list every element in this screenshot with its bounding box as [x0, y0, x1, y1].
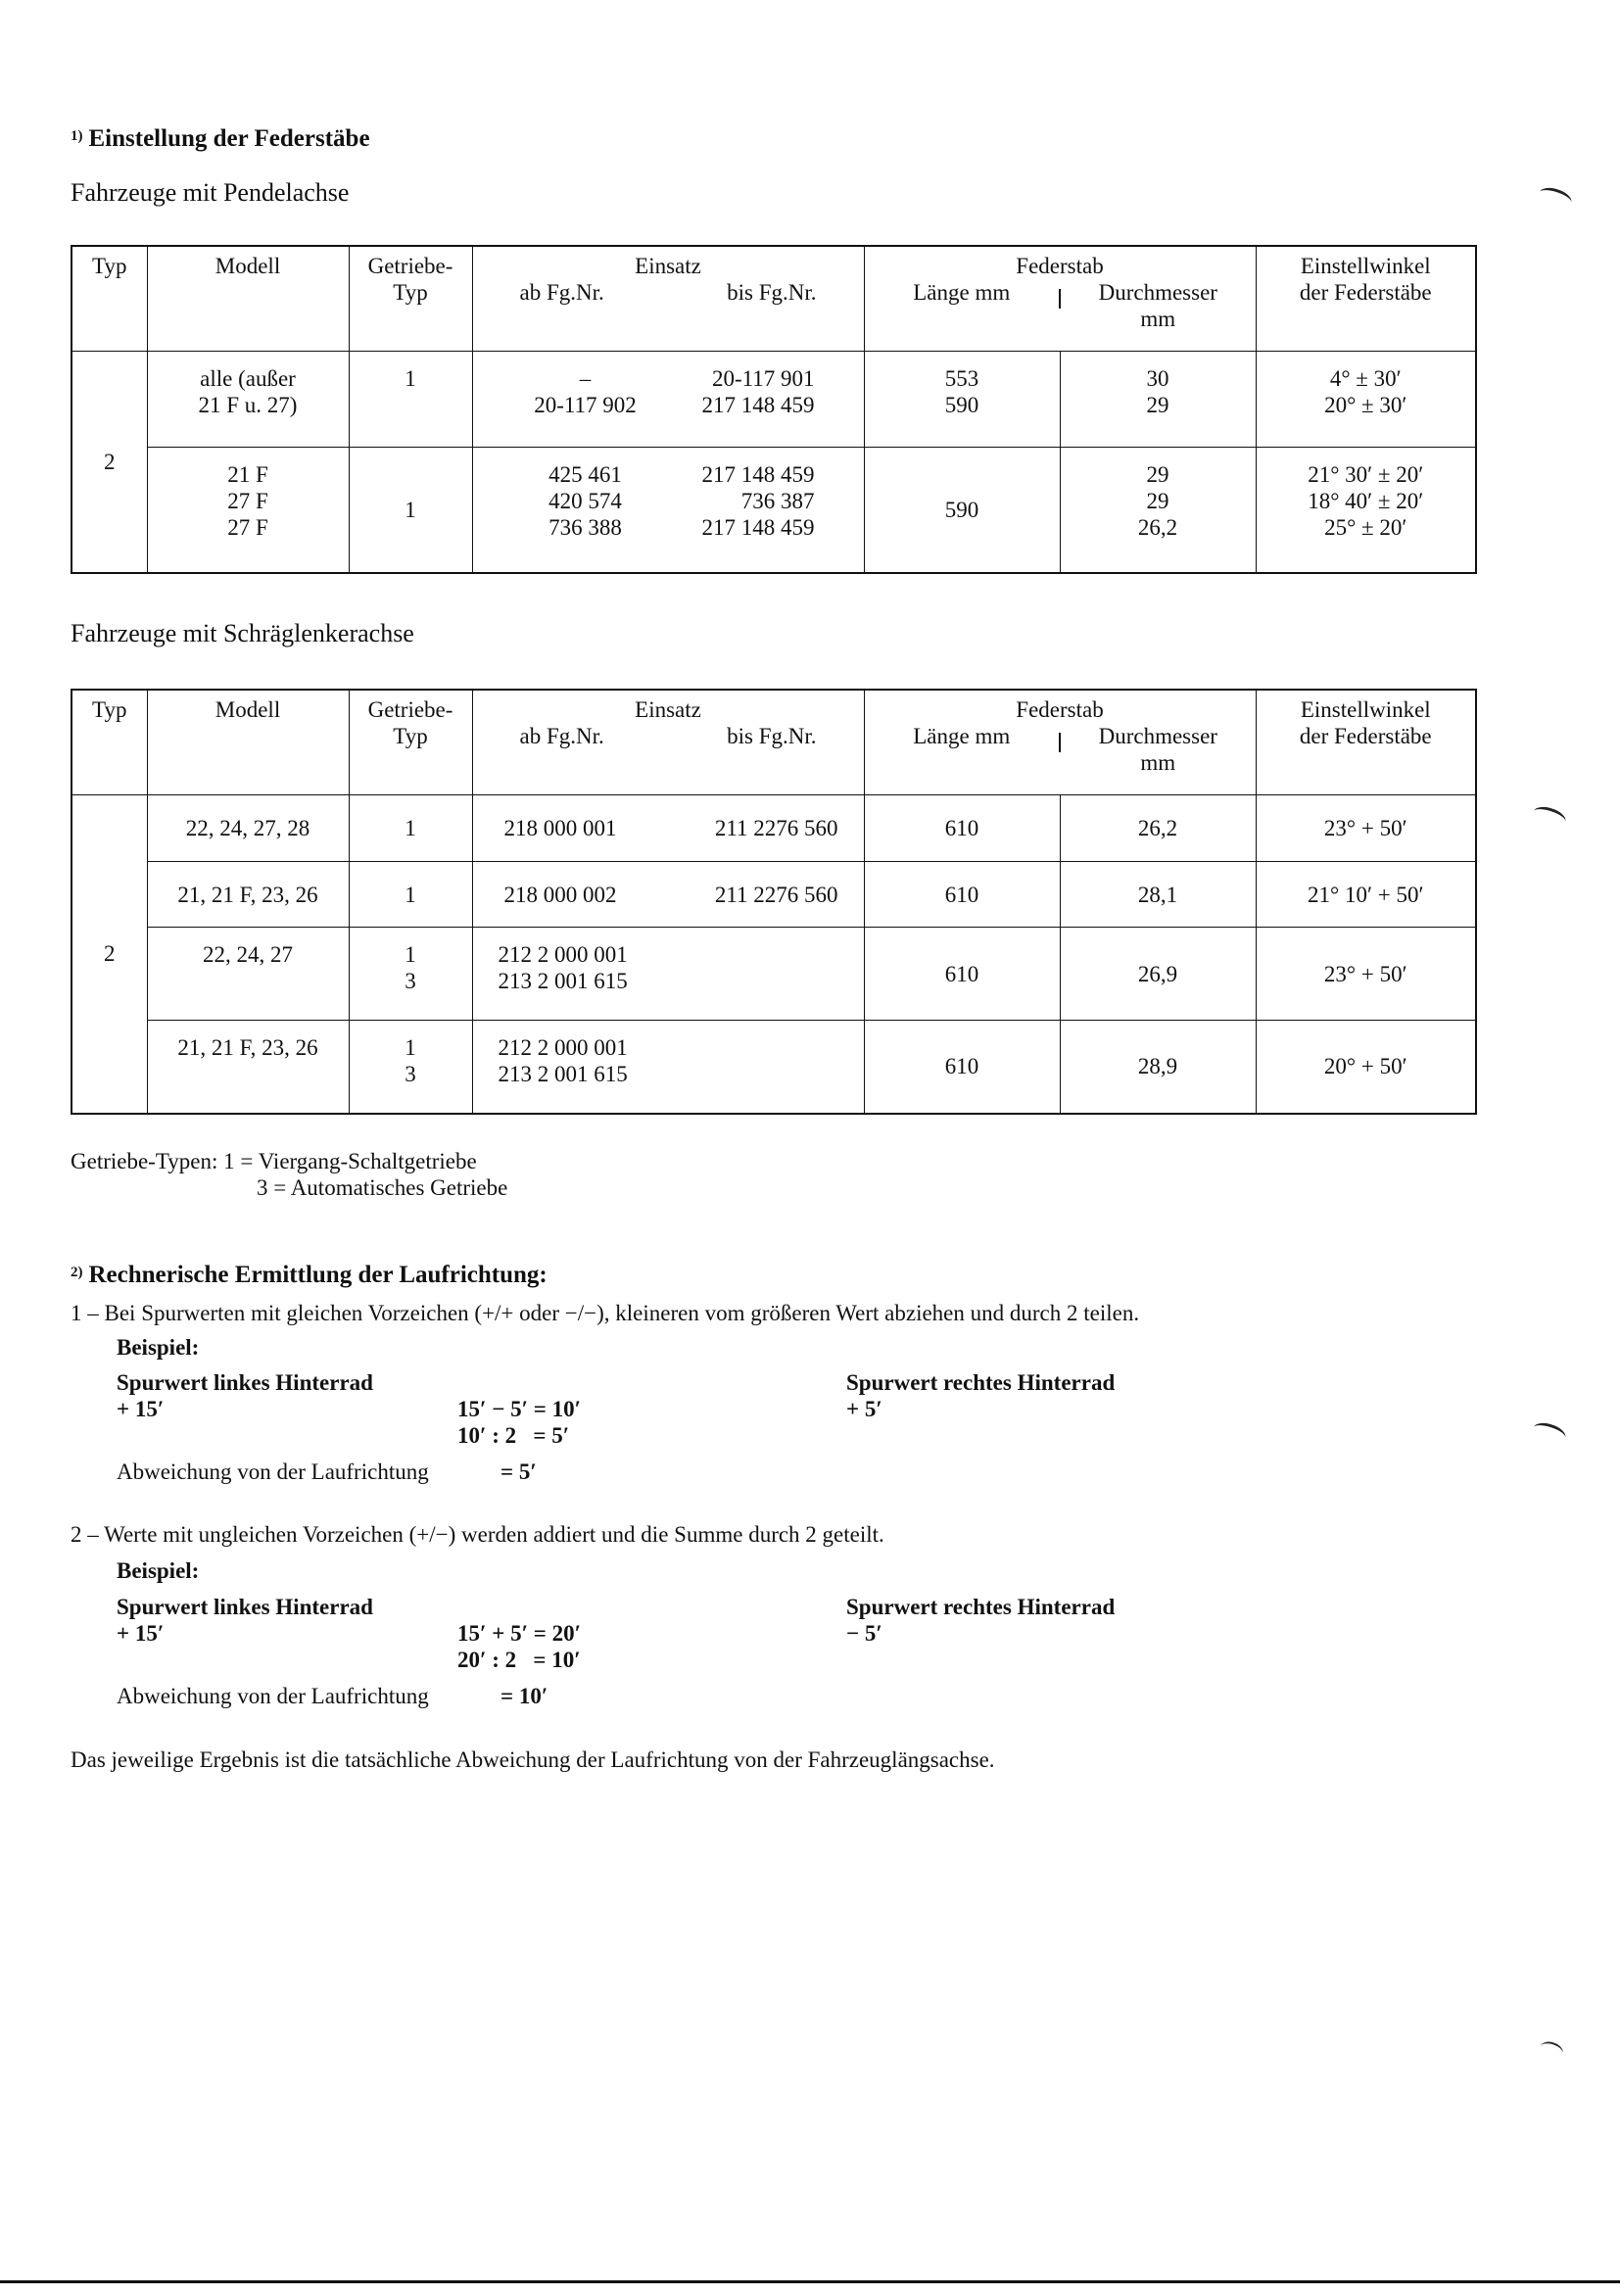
table-header-row	[71, 690, 1476, 795]
rule-text: Bei Spurwerten mit gleichen Vorzeichen (+/+ oder −/−), kleineren vom größeren Wert abziehen und durch 2 teilen.	[104, 1301, 1140, 1325]
durchmesser-cell: 28,1	[1060, 862, 1256, 928]
laenge-cell: 610	[864, 928, 1060, 1021]
einsatz-cell: 212 2 000 001 213 2 001 615	[472, 928, 864, 1021]
page-bottom-rule	[0, 2280, 1620, 2283]
margin-mark-icon	[1537, 184, 1574, 211]
schraeglenkerachse-table	[71, 689, 1477, 1115]
modell-cell: alle (außer 21 F u. 27)	[147, 352, 349, 448]
margin-mark-icon	[1538, 2039, 1565, 2062]
getriebe-cell: 1 3	[349, 1021, 472, 1114]
laenge-cell: 610	[864, 862, 1060, 928]
modell-cell: 22, 24, 27	[147, 928, 349, 1021]
laenge-cell: 610	[864, 1021, 1060, 1114]
winkel-cell: 4° ± 30′ 20° ± 30′	[1256, 352, 1476, 448]
einsatz-cell: 218 000 002 211 2276 560	[472, 862, 864, 928]
section1-title: Einstellung der Federstäbe	[88, 125, 370, 152]
table-header-row	[71, 246, 1476, 352]
header-federstab: Federstab Länge mm Durchmesser mm	[864, 690, 1256, 795]
laenge-cell: 610	[864, 795, 1060, 862]
header-einsatz: Einsatz ab Fg.Nr. bis Fg.Nr.	[472, 246, 864, 352]
laenge-cell: 553 590	[864, 352, 1060, 448]
legend-label: Getriebe-Typen:	[71, 1149, 218, 1173]
legend-item-1: 1 = Viergang-Schaltgetriebe	[223, 1149, 477, 1173]
right-wheel-value: − 5′	[846, 1621, 882, 1646]
header-getriebe: Getriebe- Typ	[349, 690, 472, 795]
calculation-step-1: 15′ + 5′ = 20′	[457, 1621, 582, 1646]
deviation-label: Abweichung von der Laufrichtung	[117, 1459, 429, 1484]
left-wheel-label: Spurwert linkes Hinterrad	[117, 1370, 373, 1395]
rule-2	[71, 1521, 1540, 1548]
header-einstellwinkel: Einstellwinkel der Federstäbe	[1256, 690, 1476, 795]
winkel-cell: 21° 10′ + 50′	[1256, 862, 1476, 928]
left-wheel-value: + 15′	[117, 1621, 165, 1646]
legend-item-2: 3 = Automatisches Getriebe	[257, 1175, 508, 1200]
durchmesser-cell: 30 29	[1060, 352, 1256, 448]
durchmesser-cell: 29 29 26,2	[1060, 448, 1256, 573]
rule-text: Werte mit ungleichen Vorzeichen (+/−) werden addiert und die Summe durch 2 geteilt.	[104, 1522, 884, 1547]
left-wheel-label: Spurwert linkes Hinterrad	[117, 1595, 373, 1619]
header-typ: Typ	[71, 246, 147, 352]
margin-mark-icon	[1531, 1419, 1568, 1446]
header-modell: Modell	[147, 246, 349, 352]
durchmesser-cell: 26,9	[1060, 928, 1256, 1021]
einsatz-cell: – 20-117 902 20-117 901 217 148 459	[472, 352, 864, 448]
section2-heading	[71, 1262, 548, 1289]
header-federstab: Federstab Länge mm Durchmesser mm	[864, 246, 1256, 352]
deviation-label: Abweichung von der Laufrichtung	[117, 1684, 429, 1708]
header-einsatz: Einsatz ab Fg.Nr. bis Fg.Nr.	[472, 690, 864, 795]
calculation-step-2: 10′ : 2 = 5′	[457, 1423, 570, 1448]
getriebe-cell: 1	[349, 352, 472, 448]
table-row	[71, 795, 1476, 862]
table2-caption: Fahrzeuge mit Schräglenkerachse	[71, 619, 414, 647]
table-row	[71, 862, 1476, 928]
rule-1	[71, 1300, 1540, 1326]
getriebe-cell: 1	[349, 795, 472, 862]
winkel-cell: 23° + 50′	[1256, 795, 1476, 862]
table-row	[71, 928, 1476, 1021]
getriebe-cell: 1 3	[349, 928, 472, 1021]
table-row	[71, 448, 1476, 573]
typ-cell: 2	[71, 795, 147, 1114]
rule-number: 1 –	[71, 1301, 99, 1325]
modell-cell: 21, 21 F, 23, 26	[147, 1021, 349, 1114]
header-einstellwinkel: Einstellwinkel der Federstäbe	[1256, 246, 1476, 352]
laenge-cell: 590	[864, 448, 1060, 573]
left-wheel-value: + 15′	[117, 1397, 165, 1421]
winkel-cell: 21° 30′ ± 20′ 18° 40′ ± 20′ 25° ± 20′	[1256, 448, 1476, 573]
margin-mark-icon	[1531, 803, 1568, 830]
getriebe-cell: 1	[349, 862, 472, 928]
example-label: Beispiel:	[117, 1558, 200, 1583]
typ-cell: 2	[71, 352, 147, 573]
right-wheel-label: Spurwert rechtes Hinterrad	[846, 1370, 1116, 1395]
header-typ: Typ	[71, 690, 147, 795]
einsatz-cell: 212 2 000 001 213 2 001 615	[472, 1021, 864, 1114]
deviation-value: = 5′	[500, 1459, 537, 1484]
footnote-marker: 2)	[71, 1265, 83, 1280]
calculation-step-1: 15′ − 5′ = 10′	[457, 1397, 582, 1421]
getriebe-cell: 1	[349, 448, 472, 573]
modell-cell: 21 F 27 F 27 F	[147, 448, 349, 573]
table-row	[71, 352, 1476, 448]
example-label: Beispiel:	[117, 1335, 200, 1360]
header-modell: Modell	[147, 690, 349, 795]
calculation-step-2: 20′ : 2 = 10′	[457, 1648, 581, 1672]
rule-number: 2 –	[71, 1522, 99, 1547]
section1-heading	[71, 125, 370, 153]
durchmesser-cell: 26,2	[1060, 795, 1256, 862]
winkel-cell: 20° + 50′	[1256, 1021, 1476, 1114]
deviation-value: = 10′	[500, 1684, 548, 1708]
header-getriebe: Getriebe- Typ	[349, 246, 472, 352]
pendelachse-table	[71, 245, 1477, 574]
table1-caption: Fahrzeuge mit Pendelachse	[71, 178, 350, 207]
durchmesser-cell: 28,9	[1060, 1021, 1256, 1114]
einsatz-cell: 425 461 420 574 736 388 217 148 459 736 387 217 148 459	[472, 448, 864, 573]
modell-cell: 21, 21 F, 23, 26	[147, 862, 349, 928]
right-wheel-value: + 5′	[846, 1397, 882, 1421]
table-row	[71, 1021, 1476, 1114]
conclusion-text: Das jeweilige Ergebnis ist die tatsächliche Abweichung der Laufrichtung von der Fahrzeuglängsachse.	[71, 1747, 995, 1772]
right-wheel-label: Spurwert rechtes Hinterrad	[846, 1595, 1116, 1619]
modell-cell: 22, 24, 27, 28	[147, 795, 349, 862]
section2-title: Rechnerische Ermittlung der Laufrichtung:	[88, 1262, 548, 1288]
footnote-marker: 1)	[71, 128, 83, 144]
einsatz-cell: 218 000 001 211 2276 560	[472, 795, 864, 862]
getriebe-legend	[71, 1148, 507, 1201]
winkel-cell: 23° + 50′	[1256, 928, 1476, 1021]
